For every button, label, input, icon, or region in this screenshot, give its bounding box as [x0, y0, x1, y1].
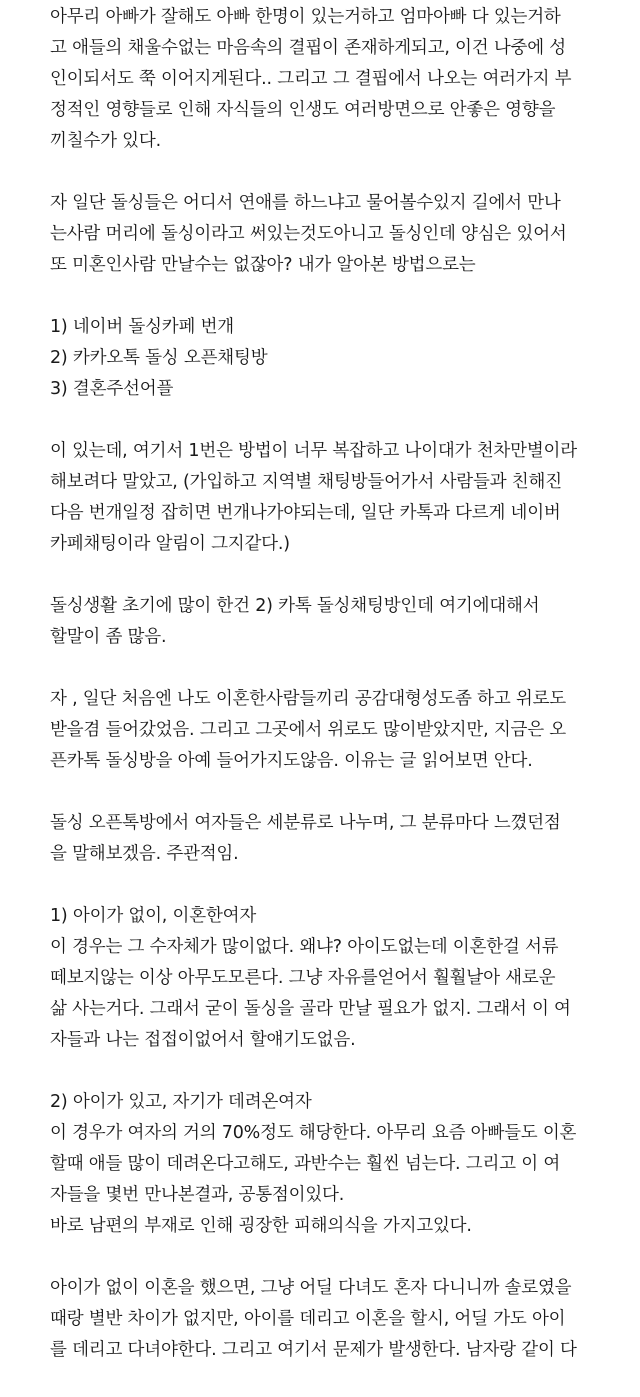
article-body	[50, 2, 640, 1397]
paragraph	[50, 436, 640, 560]
paragraph	[50, 1273, 640, 1366]
paragraph	[50, 2, 640, 157]
text-line: 끼칠수가 있다.	[50, 131, 161, 151]
text-line: 다음 번개일정 잡히면 번개나가야되는데, 일단 카톡과 다르게 네이버	[50, 503, 561, 523]
text-line: 이 경우는 그 수자체가 많이없다. 왜냐? 아이도없는데 이혼한걸 서류	[50, 937, 559, 957]
list-item: 3) 결혼주선어플	[50, 379, 174, 399]
text-line: 을 말해보겠음. 주관적임.	[50, 844, 239, 864]
text-line: 돌싱생활 초기에 많이 한건 2) 카톡 돌싱채팅방인데 여기에대해서	[50, 596, 540, 616]
text-line: 때랑 별반 차이가 없지만, 아이를 데리고 이혼을 할시, 어딜 가도 아이	[50, 1309, 566, 1329]
section-heading: 2) 아이가 있고, 자기가 데려온여자	[50, 1092, 312, 1112]
list-item: 1) 네이버 돌싱카페 번개	[50, 317, 234, 337]
text-line: 이 있는데, 여기서 1번은 방법이 너무 복잡하고 나이대가 천차만별이라	[50, 441, 577, 461]
text-line: 자들을 몇번 만나본결과, 공통점이있다.	[50, 1185, 345, 1205]
text-line: 자 , 일단 처음엔 나도 이혼한사람들끼리 공감대형성도좀 하고 위로도	[50, 689, 567, 709]
text-line: 이 경우가 여자의 거의 70%정도 해당한다. 아무리 요즘 아빠들도 이혼	[50, 1123, 577, 1143]
text-line: 또 미혼인사람 만날수는 없잖아? 내가 알아본 방법으로는	[50, 255, 476, 275]
text-line: 고 애들의 채울수없는 마음속의 결핍이 존재하게되고, 이건 나중에 성	[50, 38, 567, 58]
paragraph	[50, 1087, 640, 1242]
section-heading: 1) 아이가 없이, 이혼한여자	[50, 906, 257, 926]
text-line: 아무리 아빠가 잘해도 아빠 한명이 있는거하고 엄마아빠 다 있는거하	[50, 7, 561, 27]
numbered-list	[50, 312, 640, 405]
text-line: 바로 남편의 부재로 인해 굉장한 피해의식을 가지고있다.	[50, 1216, 472, 1236]
text-line: 아이가 없이 이혼을 했으면, 그냥 어딜 다녀도 혼자 다니니까 솔로였을	[50, 1278, 572, 1298]
text-line: 카페채팅이라 알림이 그지같다.)	[50, 534, 290, 554]
text-line: 떼보지않는 이상 아무도모른다. 그냥 자유를얻어서 훨훨날아 새로운	[50, 968, 556, 988]
text-line: 삶 사는거다. 그래서 굳이 돌싱을 골라 만날 필요가 없지. 그래서 이 여	[50, 999, 571, 1019]
text-line: 할말이 좀 많음.	[50, 627, 167, 647]
text-line: 는사람 머리에 돌싱이라고 써있는것도아니고 돌싱인데 양심은 있어서	[50, 224, 567, 244]
text-line: 해보려다 말았고, (가입하고 지역별 채팅방들어가서 사람들과 친해진	[50, 472, 562, 492]
text-line: 픈카톡 돌싱방을 아예 들어가지도않음. 이유는 글 읽어보면 안다.	[50, 751, 533, 771]
text-line: 자 일단 돌싱들은 어디서 연애를 하느냐고 물어볼수있지 길에서 만나	[50, 193, 561, 213]
text-line: 인이되서도 쭉 이어지게된다.. 그리고 그 결핍에서 나오는 여러가지 부	[50, 69, 572, 89]
text-line: 받을겸 들어갔었음. 그리고 그곳에서 위로도 많이받았지만, 지금은 오	[50, 720, 567, 740]
text-line: 를 데리고 다녀야한다. 그리고 여기서 문제가 발생한다. 남자랑 같이 다	[50, 1340, 577, 1360]
text-line: 정적인 영향들로 인해 자식들의 인생도 여러방면으로 안좋은 영향을	[50, 100, 556, 120]
paragraph	[50, 684, 640, 777]
paragraph	[50, 808, 640, 870]
paragraph	[50, 591, 640, 653]
text-line: 돌싱 오픈톡방에서 여자들은 세분류로 나누며, 그 분류마다 느꼈던점	[50, 813, 561, 833]
text-line: 자들과 나는 접접이없어서 할얘기도없음.	[50, 1030, 356, 1050]
text-line: 할때 애들 많이 데려온다고해도, 과반수는 훨씬 넘는다. 그리고 이 여	[50, 1154, 561, 1174]
paragraph	[50, 188, 640, 281]
list-item: 2) 카카오톡 돌싱 오픈채팅방	[50, 348, 268, 368]
paragraph	[50, 901, 640, 1056]
